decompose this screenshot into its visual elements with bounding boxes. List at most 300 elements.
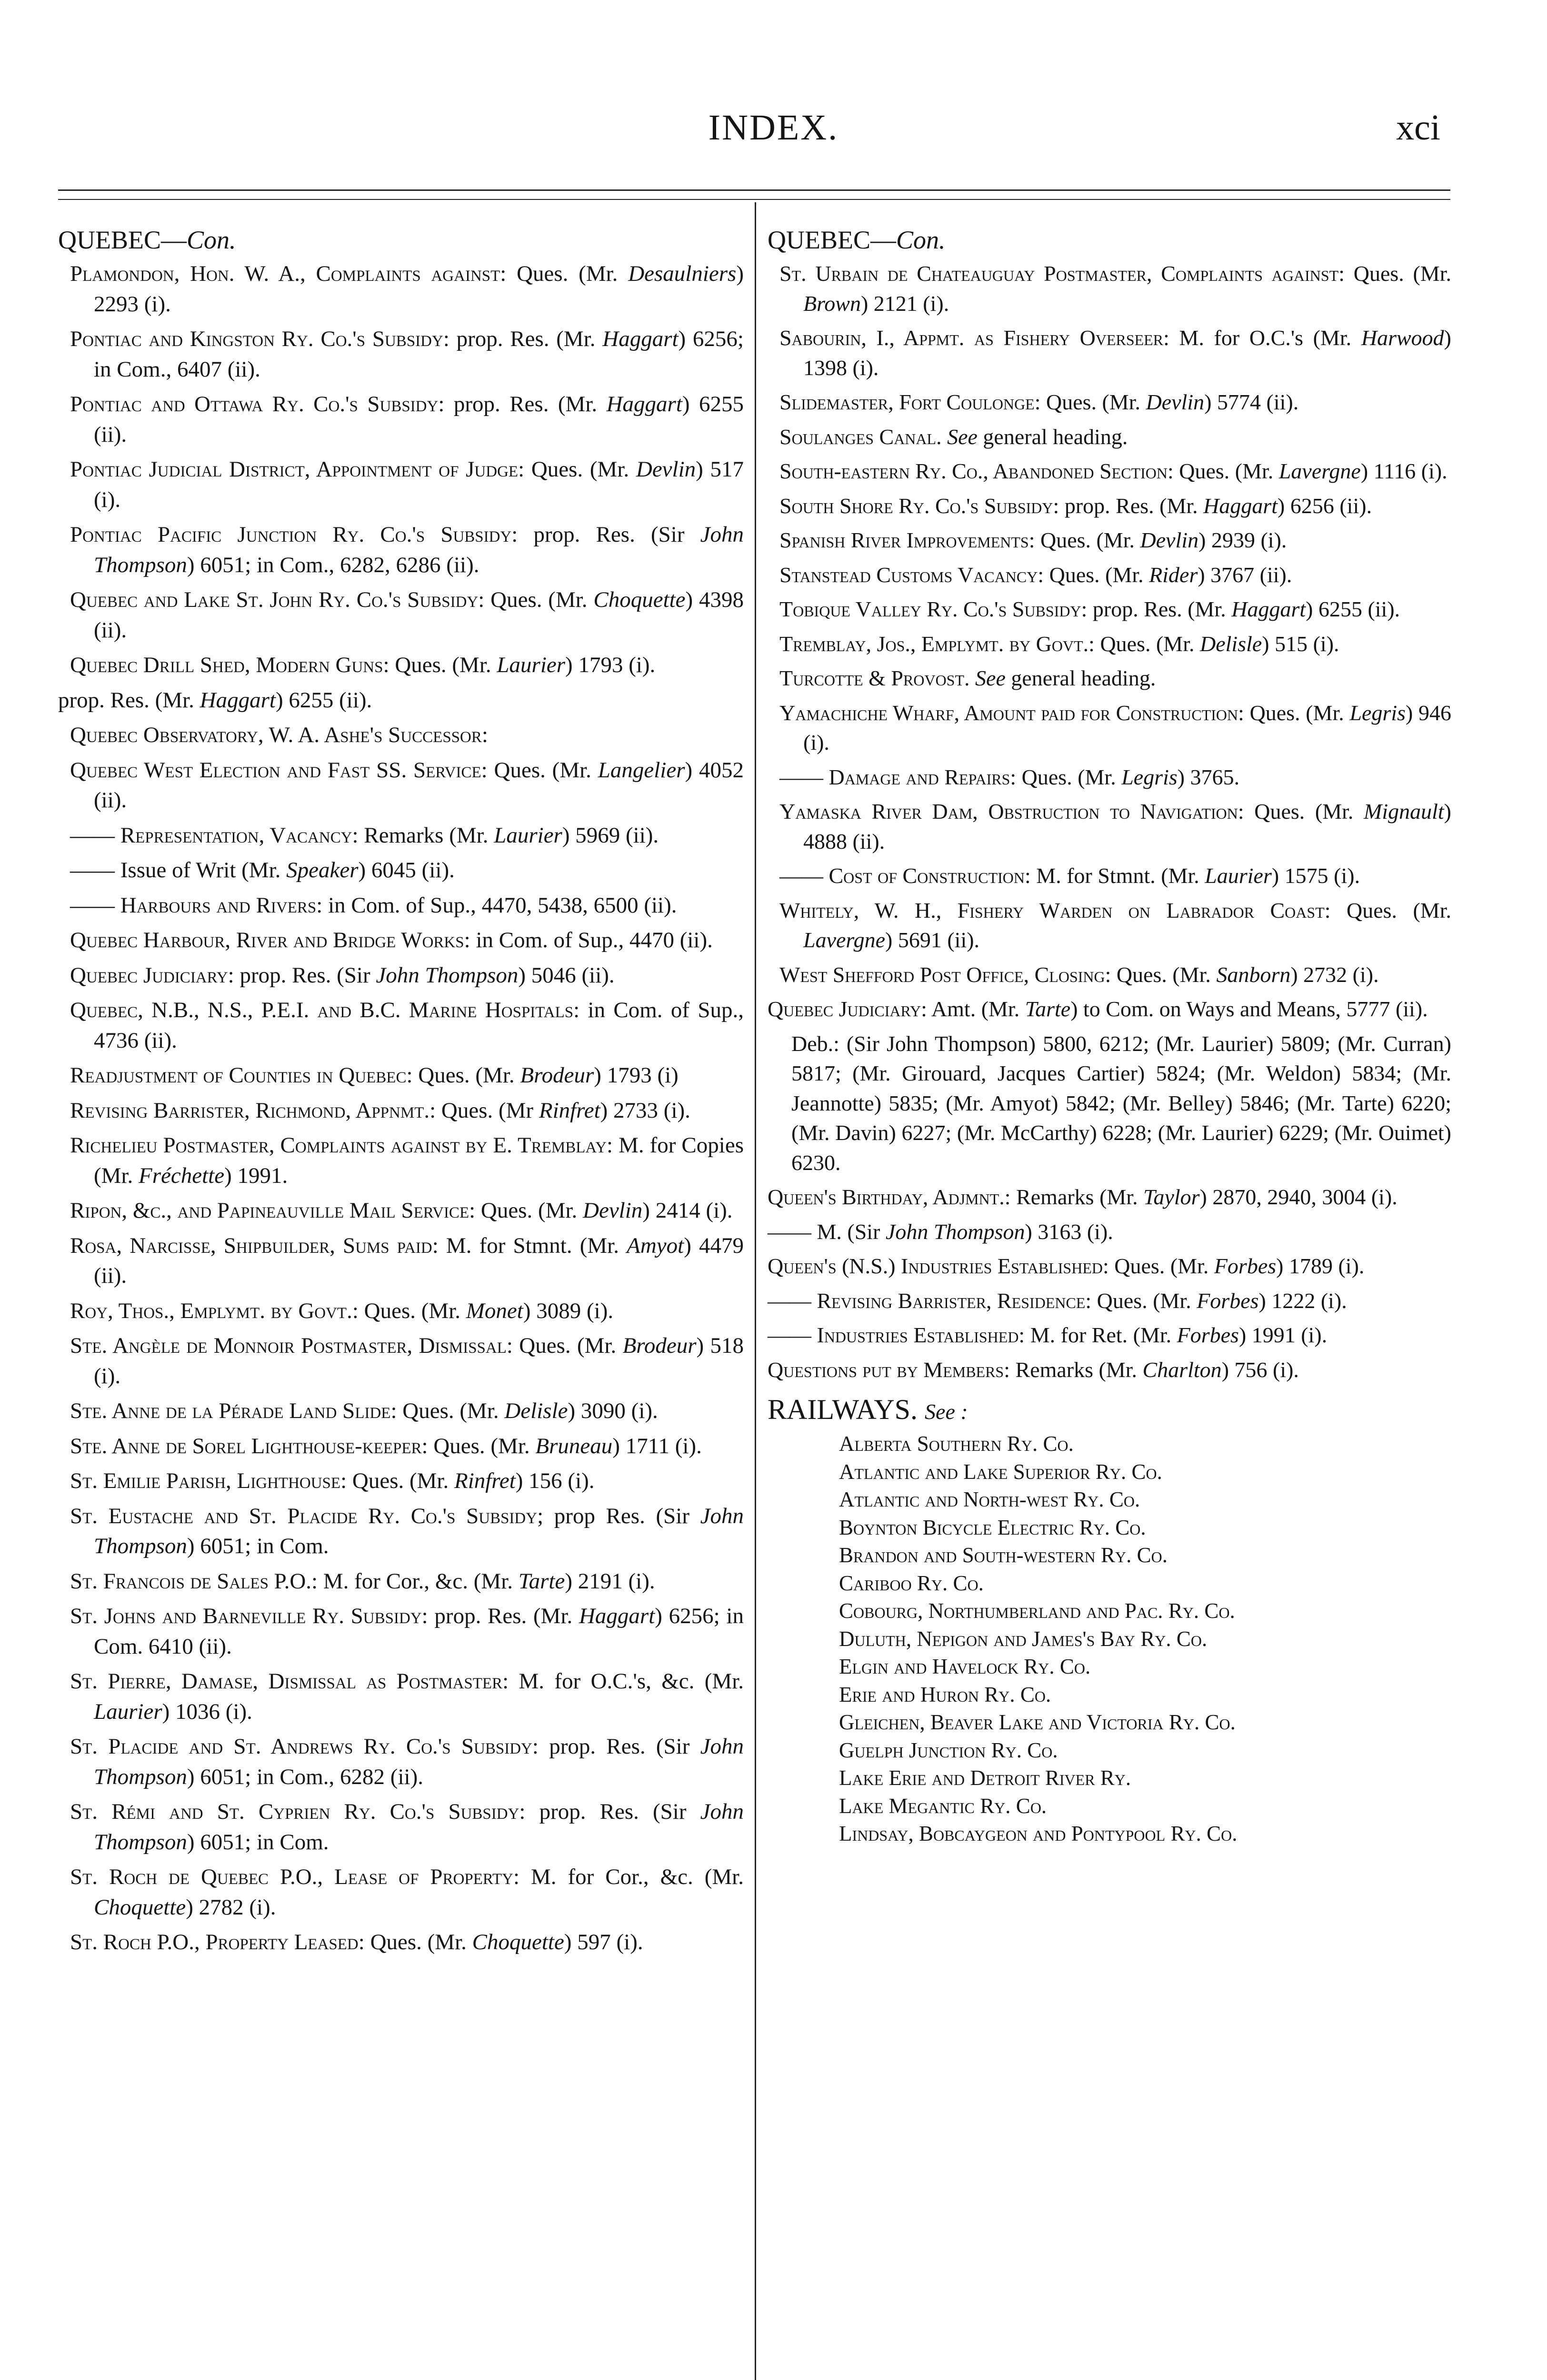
entry-name: Haggart xyxy=(1231,597,1306,621)
entry-text: in Com. of Sup., 4470 (ii). xyxy=(470,928,713,952)
entry-ref: ) 1398 (i). xyxy=(803,326,1451,380)
entry-text: Ques. (Mr. xyxy=(512,1333,623,1358)
entry-text: prop. Res. (Mr. xyxy=(444,392,607,416)
entry-ref: ) 2782 (i). xyxy=(186,1894,276,1920)
entry-ref: ) 4479 (ii). xyxy=(94,1233,744,1288)
entry-caption: Ste. Anne de Sorel Lighthouse-keeper: xyxy=(70,1433,428,1458)
entry-name: Haggart xyxy=(1203,493,1278,518)
entry-text: Ques. (Mr. xyxy=(1108,1254,1214,1278)
section-heading-con: Con. xyxy=(896,226,946,254)
entry-name: Brodeur xyxy=(520,1063,594,1088)
entry-ref: ) 6051; in Com. xyxy=(187,1534,329,1558)
entry-caption: West Shefford Post Office, Closing: xyxy=(779,962,1111,987)
entry-caption: Quebec Judiciary: xyxy=(768,997,927,1021)
entry-ref: ) 3765. xyxy=(1177,764,1240,789)
entry-ref: ) 4888 (ii). xyxy=(803,799,1451,853)
entry-text: M. for O.C.'s, &c. (Mr. xyxy=(509,1669,744,1694)
entry-text: Ques. (Mr. xyxy=(347,1468,454,1493)
entry-text: Ques. (Mr. xyxy=(1345,261,1452,286)
entry-caption: Quebec Judiciary: xyxy=(70,962,234,988)
section-heading xyxy=(58,223,744,257)
page-header xyxy=(0,107,1547,164)
entry-name: Haggart xyxy=(602,327,679,351)
index-entry xyxy=(58,1396,744,1427)
entry-caption: St. Roch de Quebec P.O., Lease of Property: xyxy=(70,1864,519,1889)
entry-name: Lavergne xyxy=(803,928,886,952)
index-entry xyxy=(58,1466,744,1497)
railway-item: Lindsay, Bobcaygeon and Pontypool Ry. Co. xyxy=(839,1822,1238,1845)
entry-text: Remarks (Mr. xyxy=(1010,1357,1143,1382)
entry-caption: Slidemaster, Fort Coulonge: xyxy=(779,390,1041,414)
entry-caption: Whitely, W. H., Fishery Warden on Labrador Coast: xyxy=(779,898,1331,922)
entry-name: Devlin xyxy=(583,1198,643,1223)
index-entry xyxy=(768,456,1451,486)
index-entry xyxy=(58,1130,744,1191)
railway-item: Lake Erie and Detroit River Ry. xyxy=(839,1766,1131,1790)
page-title: INDEX. xyxy=(708,108,839,148)
entry-ref: general heading. xyxy=(977,424,1128,449)
index-entry xyxy=(58,1797,744,1857)
entry-ref: ) 3089 (i). xyxy=(523,1298,614,1323)
entry-ref: ) 515 (i). xyxy=(1262,631,1339,656)
railway-item: Erie and Huron Ry. Co. xyxy=(839,1682,1051,1706)
entry-text: M. for Ret. (Mr. xyxy=(1025,1323,1177,1347)
entry-ref: ) 2191 (i). xyxy=(565,1568,655,1594)
entry-text: prop. Res. (Mr. xyxy=(1059,493,1204,518)
debate-entry: Deb.: (Sir John Thompson) 5800, 6212; (Mr. Laurier) 5809; (Mr. Curran) 5817; (Mr. Girouard, Jacques Cartier) 5824; (Mr. Weldon) 5834; (Mr. Jeannotte) 5835; (Mr. Amyot) 5842; (Mr. Belley) 5846; (Mr. Tarte) 6220; (Mr. Davin) 6227; (Mr. McCarthy) 6228; (Mr. Laurier) 6229; (Mr. Ouimet) 6230. xyxy=(791,1031,1451,1175)
entry-ref: ) 6051; in Com., 6282, 6286 (ii). xyxy=(187,552,479,577)
entry-text: M. for Copies (Mr. xyxy=(94,1133,744,1188)
entry-text: Ques. (Mr. xyxy=(389,653,497,677)
entry-text: Ques. (Mr. xyxy=(1094,631,1200,656)
entry-caption: —— Representation, Vacancy: xyxy=(70,823,359,848)
index-entry xyxy=(58,520,744,580)
index-entry xyxy=(58,855,744,886)
entry-caption: St. Placide and St. Andrews Ry. Co.'s Subsidy: xyxy=(70,1734,539,1759)
index-entry xyxy=(768,1355,1451,1385)
index-entry xyxy=(768,664,1451,694)
entry-caption: St. Pierre, Damase, Dismissal as Postmaster: xyxy=(70,1669,509,1694)
entry-caption: Quebec Drill Shed, Modern Guns: xyxy=(70,653,389,677)
entry-caption: Tobique Valley Ry. Co.'s Subsidy: xyxy=(779,597,1088,621)
entry-name: Brown xyxy=(803,291,861,316)
entry-name: Laurier xyxy=(94,1699,162,1724)
judiciary-entry xyxy=(768,994,1451,1024)
entry-text: Remarks (Mr. xyxy=(358,823,494,848)
index-entry xyxy=(58,389,744,450)
entry-caption: —— Harbours and Rivers: xyxy=(70,892,323,918)
index-entry xyxy=(768,960,1451,990)
entry-name: Forbes xyxy=(1177,1323,1239,1347)
index-entry xyxy=(58,755,744,816)
entry-text: Ques. (Mr. xyxy=(412,1063,520,1088)
index-entry xyxy=(768,422,1451,452)
entry-text: Ques. (Mr. xyxy=(1040,390,1146,414)
entry-text: Ques. (Mr. xyxy=(484,587,594,612)
index-entry xyxy=(58,995,744,1056)
entry-caption: Ripon, &c., and Papineauville Mail Service: xyxy=(70,1198,476,1223)
railways-list xyxy=(768,1430,1451,1848)
entry-ref: ) 2939 (i). xyxy=(1198,528,1287,552)
entry-ref: ) 2732 (i). xyxy=(1290,962,1379,987)
entry-ref: ) 756 (i). xyxy=(1221,1357,1299,1382)
entry-ref: ) 6256; in Com. 6410 (ii). xyxy=(94,1604,744,1659)
column-divider xyxy=(755,202,756,2380)
entry-name: Rinfret xyxy=(454,1468,516,1493)
section-heading-text: QUEBEC— xyxy=(768,226,896,254)
entry-ref: ) 6256 (ii). xyxy=(1278,493,1372,518)
railway-item: Atlantic and North-west Ry. Co. xyxy=(839,1488,1140,1511)
index-entry xyxy=(58,1061,744,1091)
entry-caption: Plamondon, Hon. W. A., Complaints against: xyxy=(70,261,507,286)
index-entry xyxy=(768,1320,1451,1350)
entry-ref: ) 2870, 2940, 3004 (i). xyxy=(1199,1185,1397,1209)
index-entry xyxy=(58,1231,744,1291)
entry-name: Fréchette xyxy=(139,1163,225,1188)
entry-text: Ques. (Mr. xyxy=(1244,799,1364,823)
index-entry xyxy=(768,491,1451,521)
entry-text: Ques. (Mr. xyxy=(358,1298,466,1323)
entry-text: Ques. (Mr xyxy=(436,1098,539,1123)
entry-name: Tarte xyxy=(518,1568,565,1594)
entry-ref: ) 597 (i). xyxy=(564,1930,643,1954)
entry-ref: ) 1036 (i). xyxy=(162,1699,252,1724)
index-entry xyxy=(58,891,744,921)
entry-name: Choquette xyxy=(593,587,686,612)
index-entry xyxy=(58,324,744,385)
entry-name: Langelier xyxy=(598,757,685,783)
entry-ref: ) 1222 (i). xyxy=(1258,1288,1347,1313)
page-number: xci xyxy=(1396,108,1440,148)
entry-name: Laurier xyxy=(494,823,562,848)
entry-ref: ) 3767 (ii). xyxy=(1198,562,1292,587)
entry-name: Amyot xyxy=(627,1233,684,1258)
index-entry xyxy=(58,1666,744,1727)
entry-text: M. for Stmnt. (Mr. xyxy=(438,1233,627,1258)
entry-name: John Thompson xyxy=(94,522,744,577)
entry-ref: ) 6255 (ii). xyxy=(275,687,372,713)
right-column xyxy=(768,223,1451,1848)
entry-name: Lavergne xyxy=(1278,459,1361,483)
entry-caption: Quebec and Lake St. John Ry. Co.'s Subsidy: xyxy=(70,587,485,612)
entry-ref: ) 156 (i). xyxy=(515,1468,595,1493)
entry-name: Devlin xyxy=(1146,390,1205,414)
entry-caption: Spanish River Improvements: xyxy=(779,528,1035,552)
entry-name: Legris xyxy=(1121,764,1178,789)
entry-name: Delisle xyxy=(1200,631,1262,656)
entry-caption: Yamaska River Dam, Obstruction to Navigation: xyxy=(779,799,1244,823)
entry-ref: ) 6045 (ii). xyxy=(358,858,455,883)
entry-ref: ) 1575 (i). xyxy=(1271,863,1360,888)
right-after-list xyxy=(768,1182,1451,1385)
entry-text: M. for Cor., &c. (Mr. xyxy=(318,1568,519,1594)
entry-text: Ques. (Mr. xyxy=(397,1398,505,1423)
entry-caption: Sabourin, I., Appmt. as Fishery Overseer: xyxy=(779,326,1169,350)
index-entry xyxy=(58,1862,744,1923)
entry-ref: ) 1711 (i). xyxy=(612,1433,702,1458)
index-entry xyxy=(768,526,1451,555)
entry-caption: South Shore Ry. Co.'s Subsidy: xyxy=(779,493,1059,518)
entry-name: Rinfret xyxy=(539,1098,600,1123)
entry-name: John Thompson xyxy=(94,1503,744,1558)
section-heading-con: Con. xyxy=(187,226,236,254)
entry-text: Remarks (Mr. xyxy=(1010,1185,1144,1209)
entry-ref: ) 2733 (i). xyxy=(600,1098,690,1123)
entry-caption: St. Eustache and St. Placide Ry. Co.'s Subsidy; xyxy=(70,1503,544,1528)
railway-item: Brandon and South-western Ry. Co. xyxy=(839,1543,1168,1567)
index-entry xyxy=(58,650,744,681)
index-entry xyxy=(58,455,744,515)
entry-name: Taylor xyxy=(1143,1185,1200,1209)
entry-caption: St. Francois de Sales P.O.: xyxy=(70,1568,318,1594)
index-entry xyxy=(58,821,744,851)
entry-caption: Richelieu Postmaster, Complaints against by E. Tremblay: xyxy=(70,1133,613,1158)
entry-text: prop. Res. (Mr. xyxy=(428,1604,579,1628)
entry-name: Haggart xyxy=(606,392,682,416)
entry-caption: Quebec, N.B., N.S., P.E.I. and B.C. Marine Hospitals: xyxy=(70,998,580,1022)
index-entry xyxy=(768,698,1451,758)
entry-text xyxy=(970,666,976,690)
entry-ref: ) 1793 (i). xyxy=(565,653,656,677)
entry-caption: South-eastern Ry. Co., Abandoned Section: xyxy=(779,459,1174,483)
entry-text xyxy=(942,425,948,449)
entry-name: See xyxy=(975,666,1006,690)
index-entry xyxy=(58,1732,744,1792)
entry-ref: ) 5969 (ii). xyxy=(562,823,659,848)
entry-text: Ques. (Mr. xyxy=(506,261,629,286)
entry-ref: ) 4398 (ii). xyxy=(94,587,744,643)
entry-name: Speaker xyxy=(286,858,359,883)
railway-item: Cariboo Ry. Co. xyxy=(839,1571,984,1595)
entry-text: —— Issue of Writ (Mr. xyxy=(70,858,287,883)
entry-text: Ques. (Mr. xyxy=(1111,962,1217,987)
index-entry xyxy=(768,259,1451,318)
entry-ref: ) 1116 (i). xyxy=(1360,459,1447,483)
entry-caption: —— Damage and Repairs: xyxy=(779,764,1017,789)
index-entry xyxy=(58,1601,744,1662)
index-entry xyxy=(768,595,1451,625)
entry-text: prop. Res. (Mr. xyxy=(58,687,200,713)
left-entry-list xyxy=(58,259,744,1958)
index-entry xyxy=(768,323,1451,383)
entry-caption: —— Industries Established: xyxy=(768,1323,1025,1347)
entry-ref: ) 6051; in Com. xyxy=(187,1829,329,1854)
entry-caption: Stanstead Customs Vacancy: xyxy=(779,562,1044,587)
index-entry xyxy=(768,763,1451,793)
entry-ref: ) 2414 (i). xyxy=(642,1198,733,1223)
entry-caption: Queen's (N.S.) Industries Established: xyxy=(768,1254,1109,1278)
entry-name: Delisle xyxy=(504,1398,568,1423)
index-entry xyxy=(58,925,744,956)
railway-item: Duluth, Nepigon and James's Bay Ry. Co. xyxy=(839,1626,1208,1651)
railways-see: See : xyxy=(925,1399,968,1424)
entry-name: Harwood xyxy=(1361,326,1444,350)
entry-text: Ques. (Mr. xyxy=(524,457,636,482)
entry-ref: ) 517 (i). xyxy=(94,457,744,512)
entry-name: John Thompson xyxy=(885,1219,1025,1244)
entry-name: Brodeur xyxy=(622,1333,697,1358)
entry-text: prop. Res. (Sir xyxy=(518,522,700,547)
entry-name: Mignault xyxy=(1364,799,1444,823)
entry-ref: ) to Com. on Ways and Means, 5777 (ii). xyxy=(1070,997,1428,1021)
entry-text: Ques. (Mr. xyxy=(1035,528,1140,552)
entry-name: John Thompson xyxy=(376,962,519,988)
index-entry xyxy=(768,387,1451,417)
entry-name: Forbes xyxy=(1197,1288,1259,1313)
index-entry xyxy=(768,896,1451,955)
index-entry xyxy=(768,1286,1451,1316)
railway-item: Guelph Junction Ry. Co. xyxy=(839,1738,1058,1762)
entry-name: Rider xyxy=(1149,562,1198,587)
index-entry xyxy=(58,1567,744,1597)
entry-text: Ques. (Mr. xyxy=(1044,562,1149,587)
index-entry xyxy=(58,1501,744,1562)
entry-ref: ) 2293 (i). xyxy=(94,261,744,317)
entry-name: Forbes xyxy=(1214,1254,1277,1278)
entry-text: prop. Res. (Mr. xyxy=(449,327,603,351)
entry-text: M. for Cor., &c. (Mr. xyxy=(519,1864,744,1889)
entry-name: Tarte xyxy=(1025,997,1071,1021)
entry-name: John Thompson xyxy=(94,1799,744,1854)
entry-text: Ques. (Mr. xyxy=(487,757,598,783)
entry-caption: —— Cost of Construction: xyxy=(779,863,1031,888)
entry-caption: Tremblay, Jos., Emplymt. by Govt.: xyxy=(779,631,1095,656)
railway-item: Alberta Southern Ry. Co. xyxy=(839,1432,1074,1456)
entry-ref: ) 6255 (ii). xyxy=(94,392,744,447)
entry-caption: Quebec Observatory, W. A. Ashe's Successor: xyxy=(70,723,488,747)
railway-item: Atlantic and Lake Superior Ry. Co. xyxy=(839,1459,1162,1484)
entry-text: Ques. (Mr. xyxy=(1330,898,1451,922)
index-entry xyxy=(58,585,744,645)
index-entry xyxy=(58,685,744,716)
entry-caption: St. Emilie Parish, Lighthouse: xyxy=(70,1468,347,1493)
entry-name: Monet xyxy=(466,1298,523,1323)
entry-text: in Com. of Sup., 4736 (ii). xyxy=(94,998,744,1053)
entry-text: —— M. (Sir xyxy=(768,1219,886,1244)
entry-ref: ) 6256; in Com., 6407 (ii). xyxy=(94,327,744,382)
index-entry xyxy=(768,629,1451,659)
index-entry xyxy=(768,1251,1451,1281)
entry-caption: Quebec Harbour, River and Bridge Works: xyxy=(70,928,470,952)
railways-heading-text: RAILWAYS. xyxy=(768,1394,918,1425)
railway-item: Elgin and Havelock Ry. Co. xyxy=(839,1655,1091,1678)
entry-ref: general heading. xyxy=(1005,666,1156,690)
entry-ref: ) 6255 (ii). xyxy=(1306,597,1400,621)
index-entry xyxy=(58,961,744,991)
entry-ref: ) 1789 (i). xyxy=(1276,1254,1365,1278)
entry-ref: ) 946 (i). xyxy=(803,700,1451,754)
entry-name: Sanborn xyxy=(1216,962,1291,987)
index-entry xyxy=(58,259,744,319)
index-entry xyxy=(58,720,744,751)
entry-ref: ) 3090 (i). xyxy=(568,1398,658,1423)
entry-ref: ) 1991. xyxy=(224,1163,288,1188)
entry-name: Charlton xyxy=(1142,1357,1222,1382)
index-entry xyxy=(768,861,1451,891)
left-column xyxy=(58,223,744,1963)
entry-caption: Pontiac Pacific Junction Ry. Co.'s Subsidy: xyxy=(70,522,518,547)
entry-name: Haggart xyxy=(579,1604,655,1628)
entry-name: Desaulniers xyxy=(628,261,737,286)
entry-caption: Yamachiche Wharf, Amount paid for Construction: xyxy=(779,700,1244,725)
entry-ref: ) 4052 (ii). xyxy=(94,757,744,813)
entry-text: M. for Stmnt. (Mr. xyxy=(1030,863,1205,888)
railways-heading xyxy=(768,1391,1451,1430)
entry-text: Ques. (Mr. xyxy=(1244,700,1350,725)
entry-caption: Pontiac and Kingston Ry. Co.'s Subsidy: xyxy=(70,327,449,351)
entry-caption: Roy, Thos., Emplymt. by Govt.: xyxy=(70,1298,359,1323)
entry-text: Ques. (Mr. xyxy=(1173,459,1279,483)
entry-ref: ) 2121 (i). xyxy=(860,291,949,316)
railway-item: Boynton Bicycle Electric Ry. Co. xyxy=(839,1515,1146,1539)
railway-item: Cobourg, Northumberland and Pac. Ry. Co. xyxy=(839,1599,1235,1623)
entry-name: Bruneau xyxy=(535,1433,613,1458)
entry-name: John Thompson xyxy=(94,1734,744,1789)
entry-name: Laurier xyxy=(1205,863,1272,888)
entry-name: Choquette xyxy=(94,1894,186,1920)
entry-caption: St. Rémi and St. Cyprien Ry. Co.'s Subsidy: xyxy=(70,1799,526,1824)
entry-name: Laurier xyxy=(497,653,566,677)
section-heading-text: QUEBEC— xyxy=(58,226,187,254)
header-rule-thin xyxy=(58,199,1450,200)
entry-text: prop. Res. (Mr. xyxy=(1087,597,1232,621)
entry-ref: ) 6051; in Com., 6282 (ii). xyxy=(187,1764,423,1789)
entry-name: See xyxy=(947,424,978,449)
index-entry xyxy=(58,1331,744,1391)
entry-ref: ) 3163 (i). xyxy=(1025,1219,1113,1244)
entry-name: Legris xyxy=(1349,700,1406,725)
entry-name: Devlin xyxy=(636,457,696,482)
entry-caption: Pontiac Judicial District, Appointment of Judge: xyxy=(70,457,525,482)
entry-caption: Pontiac and Ottawa Ry. Co.'s Subsidy: xyxy=(70,392,445,416)
entry-caption: St. Roch P.O., Property Leased: xyxy=(70,1930,365,1954)
entry-text: Ques. (Mr. xyxy=(475,1198,583,1223)
entry-ref: ) 5046 (ii). xyxy=(518,962,615,988)
entry-text: Ques. (Mr. xyxy=(1091,1288,1197,1313)
entry-name: Devlin xyxy=(1140,528,1199,552)
entry-text: Ques. (Mr. xyxy=(428,1433,536,1458)
entry-ref: ) 5774 (ii). xyxy=(1204,390,1299,414)
index-entry xyxy=(768,1217,1451,1247)
header-rule xyxy=(58,189,1450,191)
entry-text: prop Res. (Sir xyxy=(543,1503,700,1528)
entry-text: prop. Res. (Sir xyxy=(525,1799,700,1824)
entry-text: Ques. (Mr. xyxy=(364,1930,472,1954)
index-entry xyxy=(58,1196,744,1226)
entry-caption: Ste. Angèle de Monnoir Postmaster, Dismissal: xyxy=(70,1333,513,1358)
index-entry xyxy=(768,560,1451,590)
entry-name: Haggart xyxy=(200,687,276,713)
entry-text: prop. Res. (Sir xyxy=(538,1734,700,1759)
entry-caption: Turcotte & Provost. xyxy=(779,666,970,690)
entry-caption: Soulanges Canal. xyxy=(779,424,942,449)
railway-item: Gleichen, Beaver Lake and Victoria Ry. Co. xyxy=(839,1710,1236,1734)
entry-ref: ) 1991 (i). xyxy=(1238,1323,1327,1347)
index-entry xyxy=(58,1296,744,1327)
index-entry xyxy=(768,994,1451,1024)
entry-name: Choquette xyxy=(472,1930,564,1954)
index-entry xyxy=(58,1096,744,1126)
entry-text: prop. Res. (Sir xyxy=(234,962,376,988)
entry-caption: Queen's Birthday, Adjmnt.: xyxy=(768,1185,1011,1209)
entry-ref: ) 5691 (ii). xyxy=(885,928,980,952)
entry-text: M. for O.C.'s (Mr. xyxy=(1169,326,1361,350)
entry-caption: Ste. Anne de la Pérade Land Slide: xyxy=(70,1398,397,1423)
entry-ref: ) 1793 (i) xyxy=(594,1063,679,1088)
index-entry xyxy=(768,1182,1451,1212)
entry-caption: St. Urbain de Chateauguay Postmaster, Complaints against: xyxy=(779,261,1345,286)
railway-item: Lake Megantic Ry. Co. xyxy=(839,1794,1047,1818)
